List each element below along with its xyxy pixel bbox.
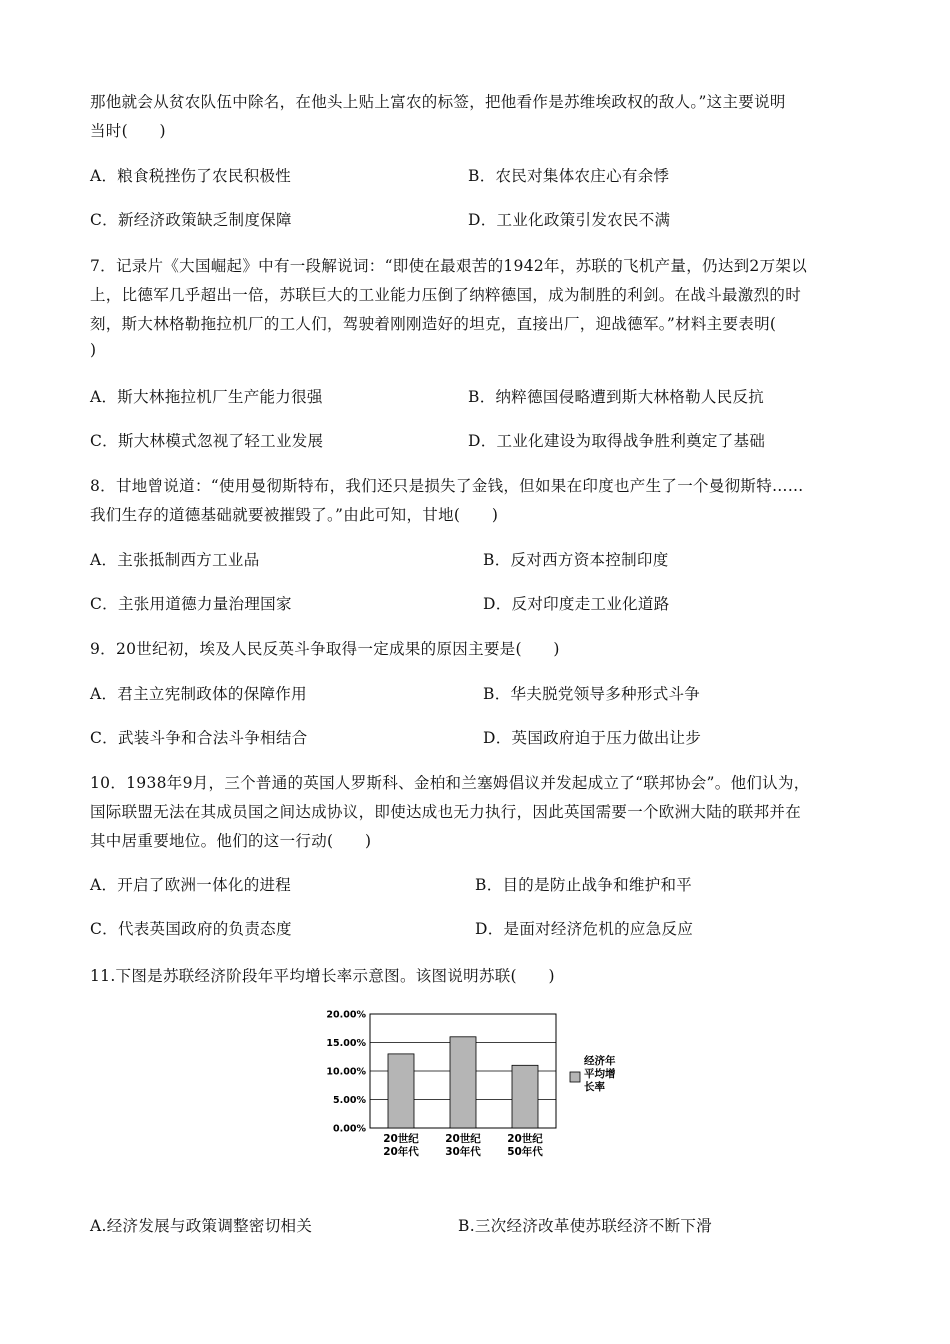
q6-stem-line2: 当时( ) [90, 122, 166, 140]
q10-option-b: B．目的是防止战争和维护和平 [475, 876, 693, 894]
q7-option-d: D．工业化建设为取得战争胜利奠定了基础 [468, 432, 766, 450]
q7-stem-line3: 刻，斯大林格勒拖拉机厂的工人们，驾驶着刚刚造好的坦克，直接出厂，迎战德军。”材料主要表明( [90, 315, 777, 333]
q11-option-b: B.三次经济改革使苏联经济不断下滑 [458, 1217, 712, 1235]
x-tick-label: 20年代 [383, 1146, 419, 1158]
q7-stem-line1: 7．记录片《大国崛起》中有一段解说词：“即使在最艰苦的1942年，苏联的飞机产量，仍达到2万架以 [90, 257, 807, 275]
q10-option-d: D．是面对经济危机的应急反应 [475, 920, 694, 938]
x-tick-label: 20世纪 [445, 1133, 481, 1145]
x-tick-label: 30年代 [445, 1146, 481, 1158]
q10-stem-line1: 10．1938年9月，三个普通的英国人罗斯科、金柏和兰塞姆倡议并发起成立了“联邦协会”。他们认为， [90, 774, 810, 792]
q6-option-a: A．粮食税挫伤了农民积极性 [90, 167, 292, 185]
legend-label: 长率 [584, 1081, 605, 1093]
q8-stem-line1: 8．甘地曾说道：“使用曼彻斯特布，我们还只是损失了金钱，但如果在印度也产生了一个曼彻斯特…… [90, 477, 804, 495]
q10-stem-line2: 国际联盟无法在其成员国之间达成协议，即使达成也无力执行，因此英国需要一个欧洲大陆的联邦并在 [90, 803, 802, 821]
q11-option-a: A.经济发展与政策调整密切相关 [90, 1217, 313, 1235]
y-tick-label: 5.00% [333, 1095, 366, 1106]
q7-stem-line2: 上，比德军几乎超出一倍，苏联巨大的工业能力压倒了纳粹德国，成为制胜的利剑。在战斗最激烈的时 [90, 286, 802, 304]
q8-option-a: A．主张抵制西方工业品 [90, 551, 260, 569]
q9-option-a: A．君主立宪制政体的保障作用 [90, 685, 307, 703]
q8-option-c: C．主张用道德力量治理国家 [90, 595, 292, 613]
q11-stem-line1: 11.下图是苏联经济阶段年平均增长率示意图。该图说明苏联( ) [90, 967, 555, 985]
q9-option-b: B．华夫脱党领导多种形式斗争 [483, 685, 701, 703]
q6-option-c: C．新经济政策缺乏制度保障 [90, 211, 292, 229]
q8-option-d: D．反对印度走工业化道路 [483, 595, 670, 613]
bar [512, 1065, 538, 1128]
growth-rate-bar-chart [318, 1008, 648, 1173]
q6-stem-line1: 那他就会从贫农队伍中除名，在他头上贴上富农的标签，把他看作是苏维埃政权的敌人。”这主要说明 [90, 93, 786, 111]
q7-option-c: C．斯大林模式忽视了轻工业发展 [90, 432, 324, 450]
x-tick-label: 20世纪 [383, 1133, 419, 1145]
bar [388, 1054, 414, 1128]
q6-option-d: D．工业化政策引发农民不满 [468, 211, 671, 229]
q10-option-a: A．开启了欧洲一体化的进程 [90, 876, 292, 894]
y-tick-label: 15.00% [326, 1038, 366, 1049]
q9-option-c: C．武装斗争和合法斗争相结合 [90, 729, 308, 747]
legend-label: 经济年 [584, 1055, 616, 1067]
q6-option-b: B．农民对集体农庄心有余悸 [468, 167, 670, 185]
x-tick-label: 20世纪 [507, 1133, 543, 1145]
q8-stem-line2: 我们生存的道德基础就要被摧毁了。”由此可知，甘地( ) [90, 506, 499, 524]
q8-option-b: B．反对西方资本控制印度 [483, 551, 669, 569]
y-tick-label: 0.00% [333, 1123, 366, 1135]
q7-stem-line4: ) [90, 341, 97, 359]
q7-option-a: A．斯大林拖拉机厂生产能力很强 [90, 388, 323, 406]
q9-stem-line1: 9．20世纪初，埃及人民反英斗争取得一定成果的原因主要是( ) [90, 640, 560, 658]
legend-swatch [570, 1072, 580, 1082]
q7-option-b: B．纳粹德国侵略遭到斯大林格勒人民反抗 [468, 388, 765, 406]
legend-label: 平均增 [584, 1068, 616, 1080]
bar [450, 1037, 476, 1128]
x-tick-label: 50年代 [507, 1146, 543, 1158]
y-tick-label: 20.00% [326, 1009, 366, 1021]
y-tick-label: 10.00% [326, 1066, 366, 1078]
q9-option-d: D．英国政府迫于压力做出让步 [483, 729, 702, 747]
q10-stem-line3: 其中居重要地位。他们的这一行动( ) [90, 832, 372, 850]
q10-option-c: C．代表英国政府的负责态度 [90, 920, 292, 938]
